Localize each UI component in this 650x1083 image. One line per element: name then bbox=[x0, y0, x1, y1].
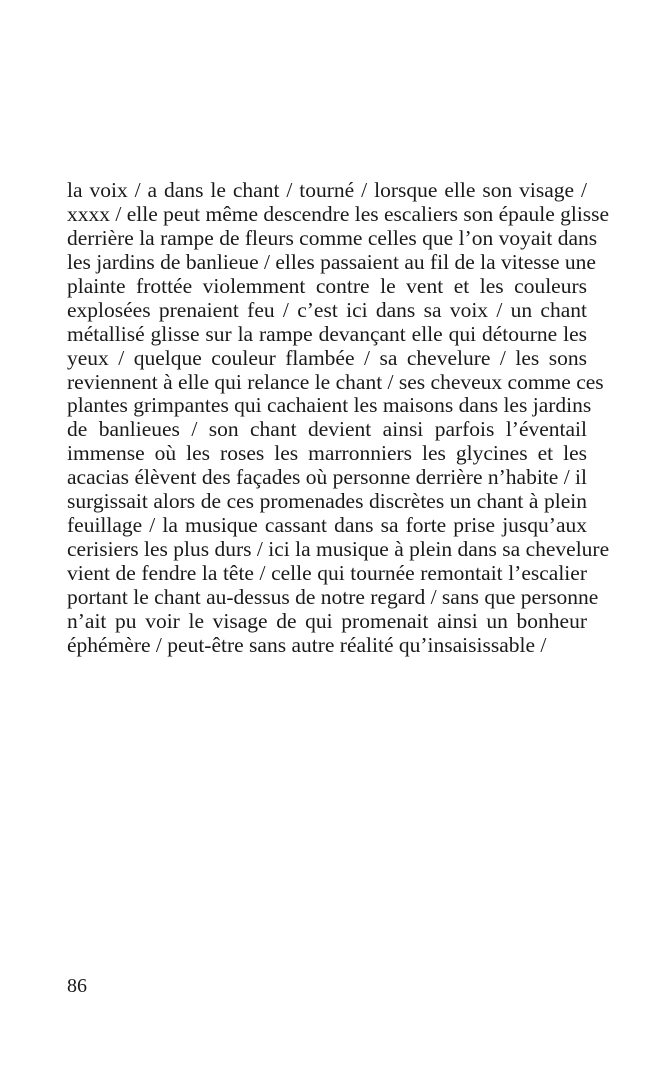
text-line: reviennent à elle qui relance le chant / ses cheveux comme ces bbox=[67, 369, 604, 394]
page-number: 86 bbox=[67, 975, 87, 997]
text-line: yeux / quelque couleur flambée / sa chevelure / les sons bbox=[67, 345, 587, 370]
text-line: plantes grimpantes qui cachaient les maisons dans les jardins bbox=[67, 393, 592, 418]
poem-text-block bbox=[67, 178, 610, 658]
text-line: explosées prenaient feu / c’est ici dans sa voix / un chant bbox=[67, 297, 587, 322]
text-line: n’ait pu voir le visage de qui promenait ainsi un bonheur bbox=[67, 608, 587, 633]
text-line: la voix / a dans le chant / tourné / lorsque elle son visage / bbox=[67, 178, 587, 202]
text-line: vient de fendre la tête / celle qui tournée remontait l’escalier bbox=[67, 561, 587, 585]
text-line-last: éphémère / peut-être sans autre réalité qu’insaisissable / bbox=[67, 632, 547, 657]
text-line: feuillage / la musique cassant dans sa forte prise jusqu’aux bbox=[67, 513, 587, 538]
text-line: surgissait alors de ces promenades discrètes un chant à plein bbox=[67, 489, 587, 514]
text-line: les jardins de banlieue / elles passaient au fil de la vitesse une bbox=[67, 249, 596, 274]
text-line: de banlieues / son chant devient ainsi parfois l’éventail bbox=[67, 417, 587, 442]
text-line: plainte frottée violemment contre le vent et les couleurs bbox=[67, 273, 587, 298]
text-line: cerisiers les plus durs / ici la musique à plein dans sa chevelure bbox=[67, 537, 610, 562]
text-line: derrière la rampe de fleurs comme celles que l’on voyait dans bbox=[67, 225, 598, 250]
text-line: métallisé glisse sur la rampe devançant elle qui détourne les bbox=[67, 321, 587, 346]
text-line: immense où les roses les marronniers les glycines et les bbox=[67, 441, 587, 466]
text-line: acacias élèvent des façades où personne derrière n’habite / il bbox=[67, 465, 587, 490]
text-line: xxxx / elle peut même descendre les escaliers son épaule glisse bbox=[67, 201, 610, 226]
text-line: portant le chant au-dessus de notre regard / sans que personne bbox=[67, 584, 599, 609]
